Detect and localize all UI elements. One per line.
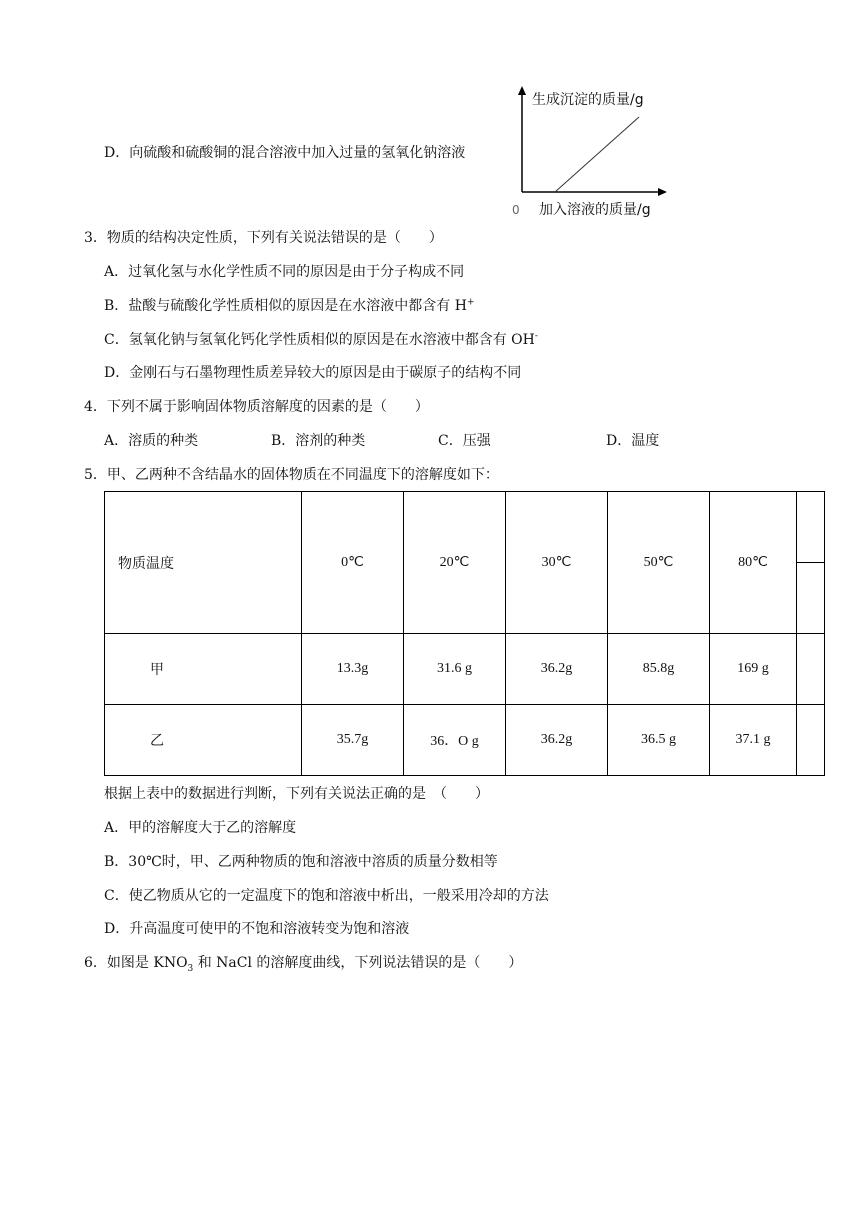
- q4-stem: 4．下列不属于影响固体物质溶解度的因素的是（ ）: [84, 399, 429, 415]
- table-cell: 85.8g: [608, 634, 710, 705]
- table-row: [105, 705, 825, 776]
- table-header-cell: 物质温度: [105, 492, 302, 634]
- table-header-cell: 20℃: [404, 492, 506, 634]
- q5-option-a: A．甲的溶解度大于乙的溶解度: [104, 820, 297, 836]
- table-cell: 31.6 g: [404, 634, 506, 705]
- q4-option-c: C．压强: [438, 433, 491, 449]
- q2-option-d: D．向硫酸和硫酸铜的混合溶液中加入过量的氢氧化钠溶液: [104, 145, 466, 161]
- table-empty-cell: [797, 492, 825, 634]
- solubility-table: [104, 491, 825, 776]
- graph-x-label: 加入溶液的质量/g: [539, 202, 651, 218]
- table-cell: 35.7g: [302, 705, 404, 776]
- table-header-cell: 50℃: [608, 492, 710, 634]
- table-cell: 36.5 g: [608, 705, 710, 776]
- q4-option-a: A．溶质的种类: [104, 433, 199, 449]
- q4-option-d: D．温度: [606, 433, 660, 449]
- q3-option-c: C．氢氧化钠与氢氧化钙化学性质相似的原因是在水溶液中都含有 OH-: [104, 331, 538, 348]
- table-cell: 36.2g: [506, 705, 608, 776]
- table-row: [105, 634, 825, 705]
- table-cell: 169 g: [710, 634, 797, 705]
- q5-option-b: B．30℃时，甲、乙两种物质的饱和溶液中溶质的质量分数相等: [104, 854, 498, 870]
- table-cell: 36.2g: [506, 634, 608, 705]
- table-cell: 13.3g: [302, 634, 404, 705]
- q3-option-b: B．盐酸与硫酸化学性质相似的原因是在水溶液中都含有 H+: [104, 297, 475, 314]
- q6-stem: 6．如图是 $KNO_3$ 和 NaCl 的溶解度曲线，下列说法错误的是（ ）: [84, 955, 523, 974]
- precipitate-line: [555, 117, 639, 192]
- precipitate-graph: [505, 82, 685, 222]
- q3-stem: 3．物质的结构决定性质，下列有关说法错误的是（ ）: [84, 230, 443, 246]
- table-cell: 36．O g: [404, 705, 506, 776]
- q5-stem: 5．甲、乙两种不含结晶水的固体物质在不同温度下的溶解度如下：: [84, 467, 499, 483]
- table-cell: 乙: [105, 705, 302, 776]
- table-cell: 37.1 g: [710, 705, 797, 776]
- graph-origin: 0: [512, 203, 520, 217]
- table-cell: 甲: [105, 634, 302, 705]
- q5-option-d: D．升高温度可使甲的不饱和溶液转变为饱和溶液: [104, 921, 410, 937]
- table-empty-cell: [797, 634, 825, 705]
- table-header-cell: 0℃: [302, 492, 404, 634]
- table-empty-cell: [797, 705, 825, 776]
- q5-option-c: C．使乙物质从它的一定温度下的饱和溶液中析出，一般采用冷却的方法: [104, 888, 549, 904]
- q3-option-a: A．过氧化氢与水化学性质不同的原因是由于分子构成不同: [104, 264, 465, 280]
- graph-y-label: 生成沉淀的质量/g: [532, 92, 644, 108]
- table-header-row: [105, 492, 825, 634]
- q3-option-d: D．金刚石与石墨物理性质差异较大的原因是由于碳原子的结构不同: [104, 365, 522, 381]
- q4-option-b: B．溶剂的种类: [271, 433, 366, 449]
- table-header-cell: 80℃: [710, 492, 797, 634]
- table-header-cell: 30℃: [506, 492, 608, 634]
- q5-prompt: 根据上表中的数据进行判断，下列有关说法正确的是 （ ）: [104, 786, 489, 802]
